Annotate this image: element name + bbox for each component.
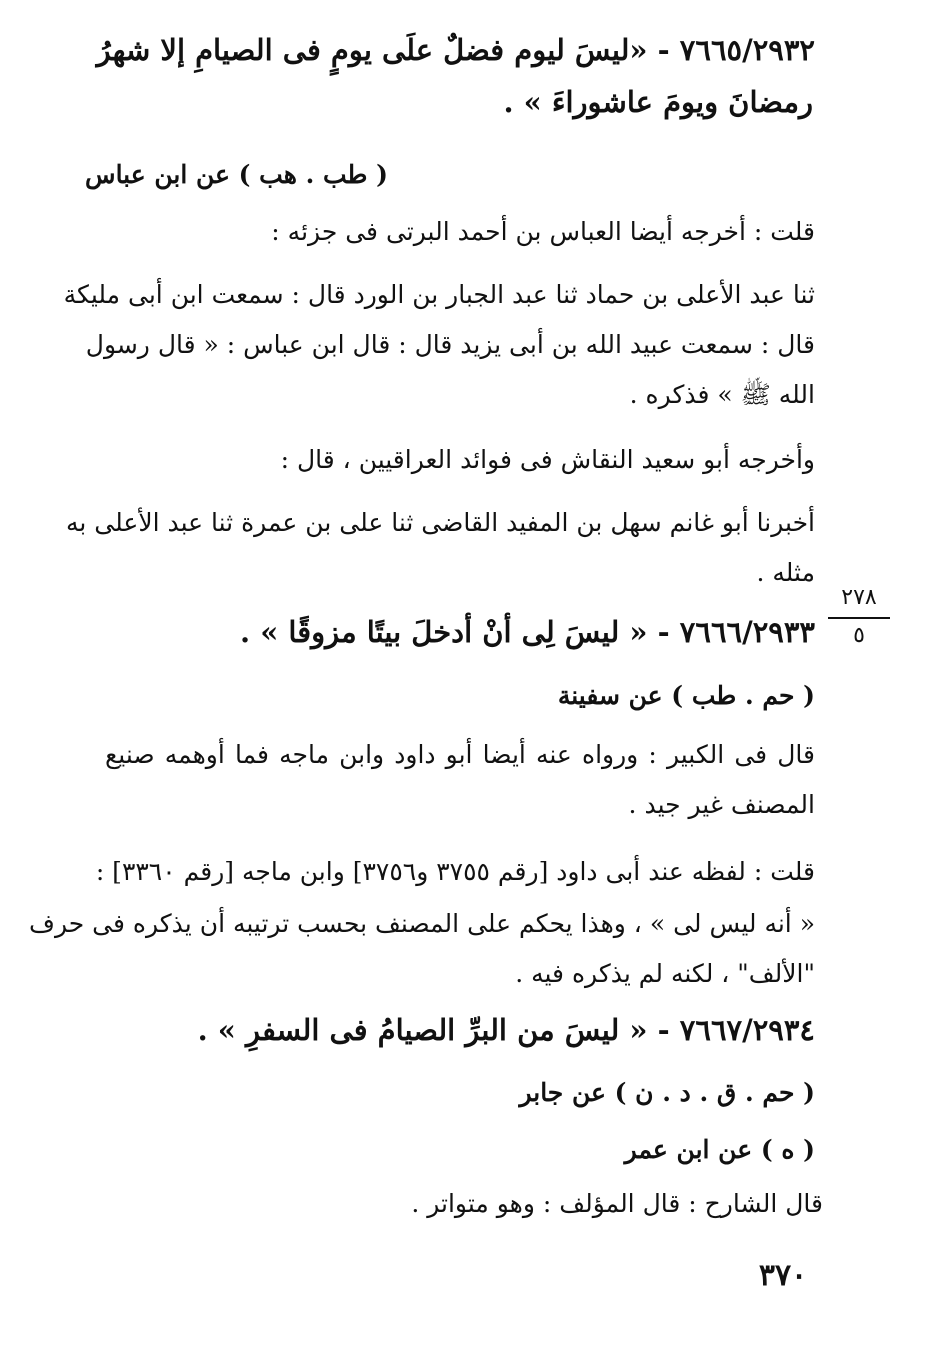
hadith-7666: ٧٦٦٦/٢٩٣٣ - « ليسَ لِى أنْ أدخلَ بيتًا مزوقًا » . xyxy=(240,615,815,649)
hadith-7665-line-1: ٧٦٦٥/٢٩٣٢ - «ليسَ ليوم فضلٌ علَى يومٍ فى الصيامِ إلا شهرُ xyxy=(96,33,815,67)
isnad-7665-second-line-2: مثله . xyxy=(756,558,815,587)
margin-note-rule xyxy=(828,617,890,619)
isnad-7665-line-2: قال : سمعت عبيد الله بن أبى يزيد قال : قال ابن عباس : « قال رسول xyxy=(85,330,815,359)
comment-7667: قال الشارح : قال المؤلف : وهو متواتر . xyxy=(411,1189,823,1218)
margin-note-bottom: ٥ xyxy=(853,623,865,648)
isnad-7665-line-1: ثنا عبد الأعلى بن حماد ثنا عبد الجبار بن الورد قال : سمعت ابن أبى مليكة xyxy=(63,280,815,309)
comment-7665-second: وأخرجه أبو سعيد النقاش فى فوائد العراقيين ، قال : xyxy=(280,445,815,474)
source-7667-1: ( حم . ق . د . ن ) عن جابر xyxy=(519,1078,815,1107)
comment-7666-line-1: قال فى الكبير : ورواه عنه أيضا أبو داود وابن ماجه فما أوهمه صنيع xyxy=(105,740,815,769)
margin-note-top: ٢٧٨ xyxy=(841,585,877,610)
isnad-7665-line-3: الله ﷺ » فذكره . xyxy=(629,380,815,409)
comment-7666-line-2: المصنف غير جيد . xyxy=(628,790,815,819)
comment-7666-note-line-2: « أنه ليس لى » ، وهذا يحكم على المصنف بحسب ترتيبه أن يذكره فى حرف xyxy=(29,909,815,938)
comment-7665-intro: قلت : أخرجه أيضا العباس بن أحمد البرتى فى جزئه : xyxy=(271,217,815,246)
hadith-7667: ٧٦٦٧/٢٩٣٤ - « ليسَ من البرِّ الصيامُ فى السفرِ » . xyxy=(197,1013,815,1047)
isnad-7665-second-line-1: أخبرنا أبو غانم سهل بن المفيد القاضى ثنا على بن عمرة ثنا عبد الأعلى به xyxy=(66,508,815,537)
comment-7666-note-line-3: "الألف" ، لكنه لم يذكره فيه . xyxy=(515,959,815,988)
comment-7666-note-line-1: قلت : لفظه عند أبى داود [رقم ٣٧٥٥ و٣٧٥٦] وابن ماجه [رقم ٣٣٦٠] : xyxy=(95,857,815,886)
hadith-7665-line-2: رمضانَ ويومَ عاشوراءَ » . xyxy=(503,85,813,119)
source-7666: ( حم . طب ) عن سفينة xyxy=(557,681,815,710)
source-7665: ( طب . هب ) عن ابن عباس xyxy=(85,160,388,189)
page-number: ٣٧٠ xyxy=(758,1258,808,1293)
margin-note xyxy=(828,585,890,649)
source-7667-2: ( ه ) عن ابن عمر xyxy=(624,1135,815,1164)
